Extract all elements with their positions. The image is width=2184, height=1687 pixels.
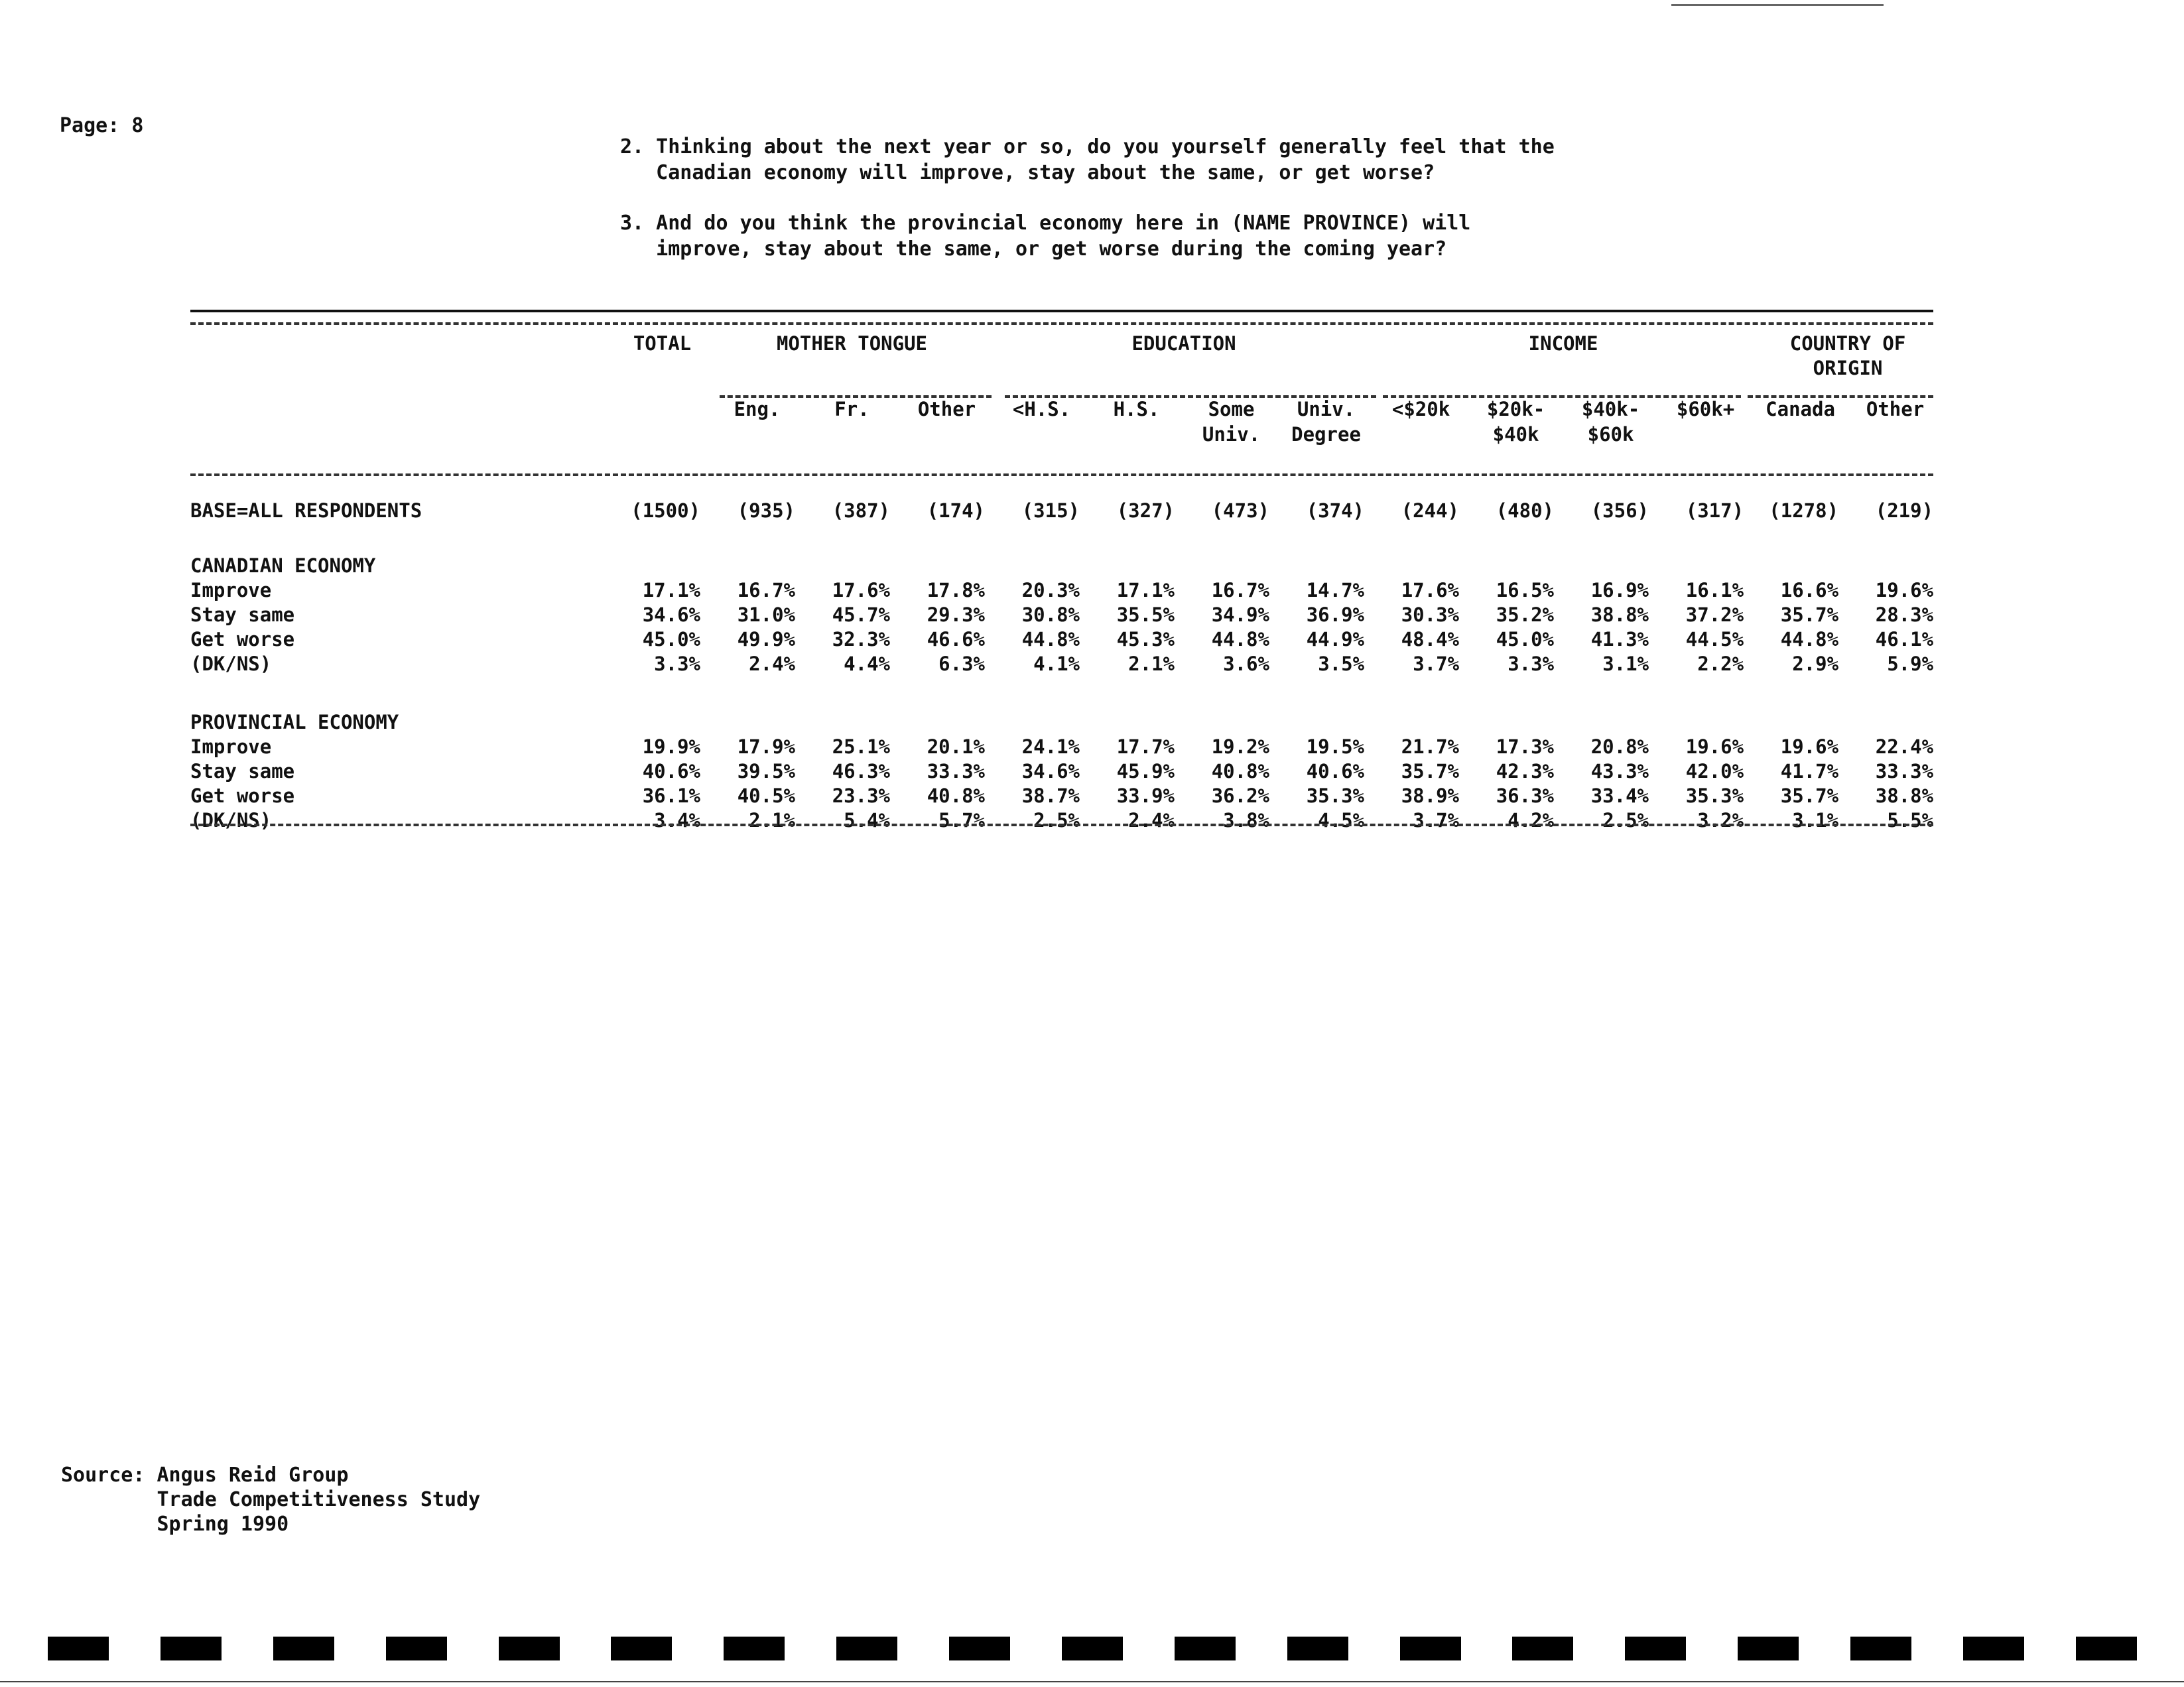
cell: 3.3% [654,653,700,675]
cell: 17.1% [642,579,700,601]
row-label: Get worse [190,784,295,807]
cell: 2.1% [749,809,795,832]
cell: (219) [1875,499,1934,522]
cell: 25.1% [832,735,890,758]
cell: 22.4% [1875,735,1934,758]
cell: 3.6% [1223,653,1270,675]
cell: 16.9% [1590,579,1649,601]
section-title: CANADIAN ECONOMY [190,554,376,577]
col-head: Univ. Degree [1291,398,1361,446]
cell: 35.7% [1780,603,1839,626]
cell: 38.8% [1590,603,1649,626]
group-country-of-origin: COUNTRY OF ORIGIN [1789,332,1906,379]
cell: 2.5% [1033,809,1080,832]
registration-mark [1512,1637,1573,1660]
row-label: (DK/NS) [190,809,272,832]
cell: 37.2% [1685,603,1744,626]
cell: 19.6% [1685,735,1744,758]
cell: 16.7% [737,579,795,601]
col-head: $20k- $40k [1486,398,1545,446]
row-label: Improve [190,735,272,758]
cell: 4.4% [844,653,890,675]
cell: 19.5% [1306,735,1365,758]
cell: 36.3% [1496,784,1555,807]
cell: 44.8% [1780,628,1839,651]
table-top-dashed-rule [190,322,1933,325]
cell: 5.5% [1887,809,1934,832]
table-row [190,808,1943,833]
cell: 46.3% [832,760,890,782]
cell: 35.7% [1780,784,1839,807]
cell: 32.3% [832,628,890,651]
col-head: $40k- $60k [1581,398,1640,446]
cell: 14.7% [1306,579,1365,601]
cell: 19.2% [1211,735,1270,758]
col-head: <H.S. [1012,398,1071,420]
table-row [190,578,1943,603]
cell: 45.3% [1116,628,1175,651]
cell: 16.7% [1211,579,1270,601]
cell: 38.7% [1021,784,1080,807]
cell: 6.3% [938,653,986,675]
cell: (315) [1021,499,1080,522]
registration-mark [836,1637,897,1660]
cell: (317) [1685,499,1744,522]
cell: 49.9% [737,628,795,651]
registration-mark [1062,1637,1123,1660]
cell: 17.3% [1496,735,1555,758]
registration-mark [724,1637,785,1660]
registration-mark [1625,1637,1686,1660]
cell: 35.7% [1401,760,1460,782]
col-head: $60k+ [1676,398,1735,420]
cell: 46.1% [1875,628,1934,651]
cell: 17.9% [737,735,795,758]
table-top-rule [190,310,1933,312]
cell: 30.8% [1021,603,1080,626]
cell: 36.2% [1211,784,1270,807]
cell: 36.9% [1306,603,1365,626]
col-head: Some Univ. [1202,398,1261,446]
cell: 3.3% [1508,653,1555,675]
row-label: Stay same [190,760,295,782]
page-number: Page: 8 [60,114,144,137]
cell: (473) [1211,499,1270,522]
cell: 35.3% [1306,784,1365,807]
scan-registration-marks [48,1637,2137,1663]
scan-mark-top [1671,4,1884,6]
cell: 21.7% [1401,735,1460,758]
registration-mark [386,1637,447,1660]
cell: 2.2% [1697,653,1744,675]
cell: 29.3% [927,603,986,626]
registration-mark [1738,1637,1799,1660]
cell: 43.3% [1590,760,1649,782]
cell: (244) [1401,499,1460,522]
subheader-row [190,383,1943,471]
registration-mark [1400,1637,1461,1660]
registration-mark [949,1637,1010,1660]
cell: 24.1% [1021,735,1080,758]
registration-mark [2076,1637,2137,1660]
col-head: <$20k [1391,398,1450,420]
group-income: INCOME [1528,332,1598,355]
cell: 19.6% [1780,735,1839,758]
cell: (374) [1306,499,1365,522]
cell: (1500) [631,499,700,522]
cell: 34.9% [1211,603,1270,626]
cell: 3.2% [1697,809,1744,832]
registration-mark [273,1637,334,1660]
cell: 40.8% [927,784,986,807]
cell: 17.8% [927,579,986,601]
cell: 45.0% [1496,628,1555,651]
cell: 2.4% [749,653,795,675]
cell: 16.6% [1780,579,1839,601]
cell: 17.1% [1116,579,1175,601]
cell: 16.5% [1496,579,1555,601]
page-bottom-edge [0,1681,2184,1682]
table-bottom-dashed-rule [190,824,1933,826]
cell: 40.8% [1211,760,1270,782]
section-title: PROVINCIAL ECONOMY [190,711,399,733]
cell: 30.3% [1401,603,1460,626]
cell: 4.1% [1033,653,1080,675]
registration-mark [611,1637,672,1660]
table-row [190,759,1943,784]
cell: 20.1% [927,735,986,758]
cell: 42.3% [1496,760,1555,782]
table-row [190,652,1943,676]
cell: 3.7% [1413,809,1460,832]
cell: 33.9% [1116,784,1175,807]
table-row [190,784,1943,808]
registration-mark [1963,1637,2024,1660]
cell: 17.6% [832,579,890,601]
cell: 44.8% [1021,628,1080,651]
cell: 2.1% [1128,653,1175,675]
cell: 42.0% [1685,760,1744,782]
cell: 19.9% [642,735,700,758]
cell: 41.7% [1780,760,1839,782]
cell: 23.3% [832,784,890,807]
registration-mark [499,1637,560,1660]
cell: 16.1% [1685,579,1744,601]
cell: (327) [1116,499,1175,522]
row-label: Get worse [190,628,295,651]
registration-mark [1287,1637,1348,1660]
base-row [190,471,1943,545]
cell: 17.7% [1116,735,1175,758]
cell: 45.9% [1116,760,1175,782]
cell: (1278) [1769,499,1839,522]
row-label: (DK/NS) [190,653,272,675]
cell: 2.5% [1602,809,1649,832]
col-head: Canada [1766,398,1835,420]
cell: 44.9% [1306,628,1365,651]
col-head: Other [917,398,976,420]
cell: 28.3% [1875,603,1934,626]
col-head: Other [1866,398,1925,420]
table-row [190,603,1943,627]
cell: 45.0% [642,628,700,651]
cell: 5.9% [1887,653,1934,675]
sections-body [190,545,1943,833]
cell: 40.5% [737,784,795,807]
cell: 38.8% [1875,784,1934,807]
cell: 35.2% [1496,603,1555,626]
cell: 41.3% [1590,628,1649,651]
cell: 45.7% [832,603,890,626]
group-total: TOTAL [633,332,692,355]
table-row [190,627,1943,652]
cell: (387) [832,499,890,522]
row-label: Stay same [190,603,295,626]
cell: 33.4% [1590,784,1649,807]
cell: 4.2% [1508,809,1555,832]
cell: 35.3% [1685,784,1744,807]
col-head: Eng. [734,398,781,420]
group-header-row [190,332,1943,383]
cell: 34.6% [642,603,700,626]
cell: 35.5% [1116,603,1175,626]
question-2: 2. Thinking about the next year or so, do you yourself generally feel that the Canadian economy will improve, stay about the same, or get worse? [620,135,1555,184]
section-header-row [190,545,1943,578]
cell: 3.4% [654,809,700,832]
row-label: BASE=ALL RESPONDENTS [190,499,422,522]
registration-mark [1850,1637,1911,1660]
cell: 40.6% [1306,760,1365,782]
registration-mark [1175,1637,1236,1660]
registration-mark [48,1637,109,1660]
spacer-row [190,676,1943,702]
cell: (935) [737,499,795,522]
row-label: Improve [190,579,272,601]
question-3: 3. And do you think the provincial economy here in (NAME PROVINCE) will improve, stay about the same, or get worse during the coming year? [620,212,1471,261]
cell: 34.6% [1021,760,1080,782]
cell: 17.6% [1401,579,1460,601]
cell: 20.3% [1021,579,1080,601]
cell: 3.1% [1602,653,1649,675]
table-row [190,735,1943,759]
cell: 2.9% [1792,653,1839,675]
cell: 44.5% [1685,628,1744,651]
group-mother-tongue: MOTHER TONGUE [777,332,927,355]
cell: 3.8% [1223,809,1270,832]
cell: 2.4% [1128,809,1175,832]
cell: 3.5% [1318,653,1365,675]
crosstab-table [190,332,1943,833]
cell: 33.3% [927,760,986,782]
cell: 5.4% [844,809,890,832]
cell: 4.5% [1318,809,1365,832]
cell: 40.6% [642,760,700,782]
section-header-row [190,702,1943,735]
cell: 3.1% [1792,809,1839,832]
cell: (356) [1590,499,1649,522]
cell: (174) [927,499,986,522]
cell: 20.8% [1590,735,1649,758]
cell: 44.8% [1211,628,1270,651]
cell: (480) [1496,499,1555,522]
cell: 39.5% [737,760,795,782]
registration-mark [161,1637,222,1660]
cell: 46.6% [927,628,986,651]
cell: 5.7% [938,809,986,832]
cell: 31.0% [737,603,795,626]
cell: 3.7% [1413,653,1460,675]
cell: 48.4% [1401,628,1460,651]
col-head: Fr. [834,398,869,420]
cell: 38.9% [1401,784,1460,807]
group-education: EDUCATION [1131,332,1236,355]
source-note: Source: Angus Reid Group Trade Competitiveness Study Spring 1990 [61,1464,481,1536]
cell: 19.6% [1875,579,1934,601]
cell: 36.1% [642,784,700,807]
col-head: H.S. [1113,398,1160,420]
cell: 33.3% [1875,760,1934,782]
